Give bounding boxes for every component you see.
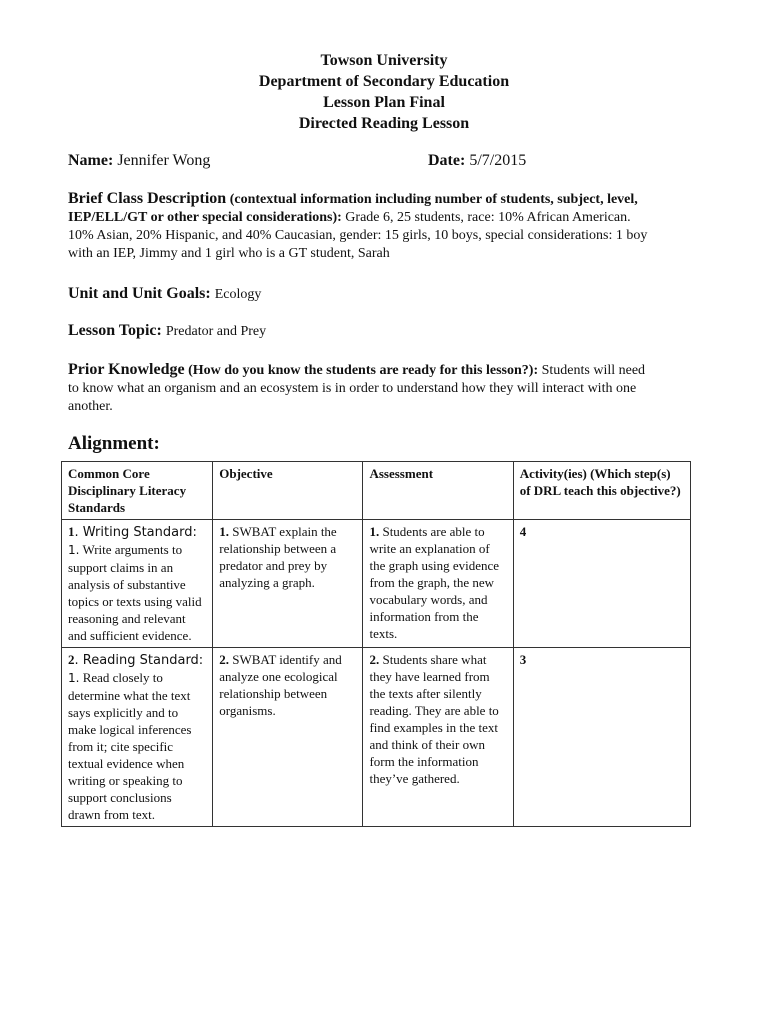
unit-row bbox=[68, 285, 261, 303]
header-assessment: Assessment bbox=[363, 462, 513, 520]
header-objective: Objective bbox=[213, 462, 363, 520]
topic-label: Lesson Topic: bbox=[68, 322, 162, 339]
standard-title: . Writing Standard: bbox=[74, 525, 197, 540]
prior-knowledge bbox=[68, 361, 658, 416]
department-name: Department of Secondary Education bbox=[258, 73, 510, 90]
prior-knowledge-sublabel: (How do you know the students are ready for this lesson?): bbox=[188, 363, 539, 378]
class-description-sublabel: (contextual information including number of students, subject, level, IEP/ELL/GT or other special considerations): bbox=[68, 192, 638, 225]
objective-text: SWBAT identify and analyze one ecological relationship between organisms. bbox=[219, 652, 342, 718]
header-standards: Common Core Disciplinary Literacy Standards bbox=[62, 462, 213, 520]
class-description-value: Grade 6, 25 students, race: 10% African American. 10% Asian, 20% Hispanic, and 40% Caucasian, gender: 15 girls, 10 boys, special considerations: 1 boy with an IEP, Jimmy and 1 girl who is a GT student, Sarah bbox=[68, 210, 648, 261]
activity-step: 4 bbox=[519, 524, 527, 539]
activity-step: 3 bbox=[519, 652, 527, 667]
objective-number: 1. bbox=[219, 524, 229, 539]
assessment-text: Students are able to write an explanation of the graph using evidence from the graph, the new vocabulary words, and information from the texts. bbox=[369, 524, 500, 641]
standard-sub-number: 1. bbox=[68, 543, 80, 557]
objective-cell bbox=[213, 648, 363, 827]
activity-cell bbox=[513, 520, 690, 648]
standard-text: Read closely to determine what the text says explicitly and to make logical inferences from it; cite specific textual evidence when writing or speaking to support conclusions drawn from text. bbox=[68, 670, 192, 822]
unit-value: Ecology bbox=[214, 287, 262, 302]
objective-number: 2. bbox=[219, 652, 229, 667]
plan-title: Lesson Plan Final bbox=[323, 94, 445, 111]
date-value: 5/7/2015 bbox=[469, 152, 527, 169]
objective-cell bbox=[213, 520, 363, 648]
standard-number: 2 bbox=[68, 652, 75, 667]
header-activities: Activity(ies) (Which step(s) of DRL teach this objective?) bbox=[513, 462, 690, 520]
name-label: Name: bbox=[68, 152, 114, 169]
assessment-number: 1. bbox=[369, 524, 380, 539]
topic-row bbox=[68, 322, 266, 340]
assessment-text: Students share what they have learned from the texts after silently reading. They are able to find examples in the text and think of their own form the information they’ve gathered. bbox=[369, 652, 499, 786]
standard-cell bbox=[62, 520, 213, 648]
prior-knowledge-value: Students will need to know what an organism and an ecosystem is in order to understand how they will interact with one another. bbox=[68, 363, 646, 414]
class-description bbox=[68, 190, 658, 263]
standard-title: . Reading Standard: bbox=[74, 653, 204, 668]
date-label: Date: bbox=[428, 152, 466, 169]
standard-sub-number: 1. bbox=[68, 671, 80, 685]
prior-knowledge-label: Prior Knowledge bbox=[68, 361, 185, 378]
university-name: Towson University bbox=[320, 52, 448, 69]
table-row bbox=[62, 648, 691, 827]
standard-number: 1 bbox=[68, 524, 75, 539]
name-row bbox=[68, 152, 210, 170]
alignment-title: Alignment: bbox=[68, 433, 160, 454]
objective-text: SWBAT explain the relationship between a predator and prey by analyzing a graph. bbox=[219, 524, 337, 590]
class-description-label: Brief Class Description bbox=[68, 190, 227, 207]
topic-value: Predator and Prey bbox=[165, 324, 267, 339]
lesson-title: Directed Reading Lesson bbox=[298, 115, 470, 132]
assessment-cell bbox=[363, 520, 513, 648]
document-header bbox=[0, 50, 768, 134]
alignment-table bbox=[61, 461, 691, 827]
name-value: Jennifer Wong bbox=[117, 152, 211, 169]
unit-label: Unit and Unit Goals: bbox=[68, 285, 211, 302]
date-row bbox=[428, 152, 526, 170]
activity-cell bbox=[513, 648, 690, 827]
table-row bbox=[62, 520, 691, 648]
standard-cell bbox=[62, 648, 213, 827]
table-header-row bbox=[62, 462, 691, 520]
standard-text: Write arguments to support claims in an analysis of substantive topics or texts using valid reasoning and relevant and sufficient evidence. bbox=[68, 542, 202, 643]
assessment-number: 2. bbox=[369, 652, 380, 667]
assessment-cell bbox=[363, 648, 513, 827]
